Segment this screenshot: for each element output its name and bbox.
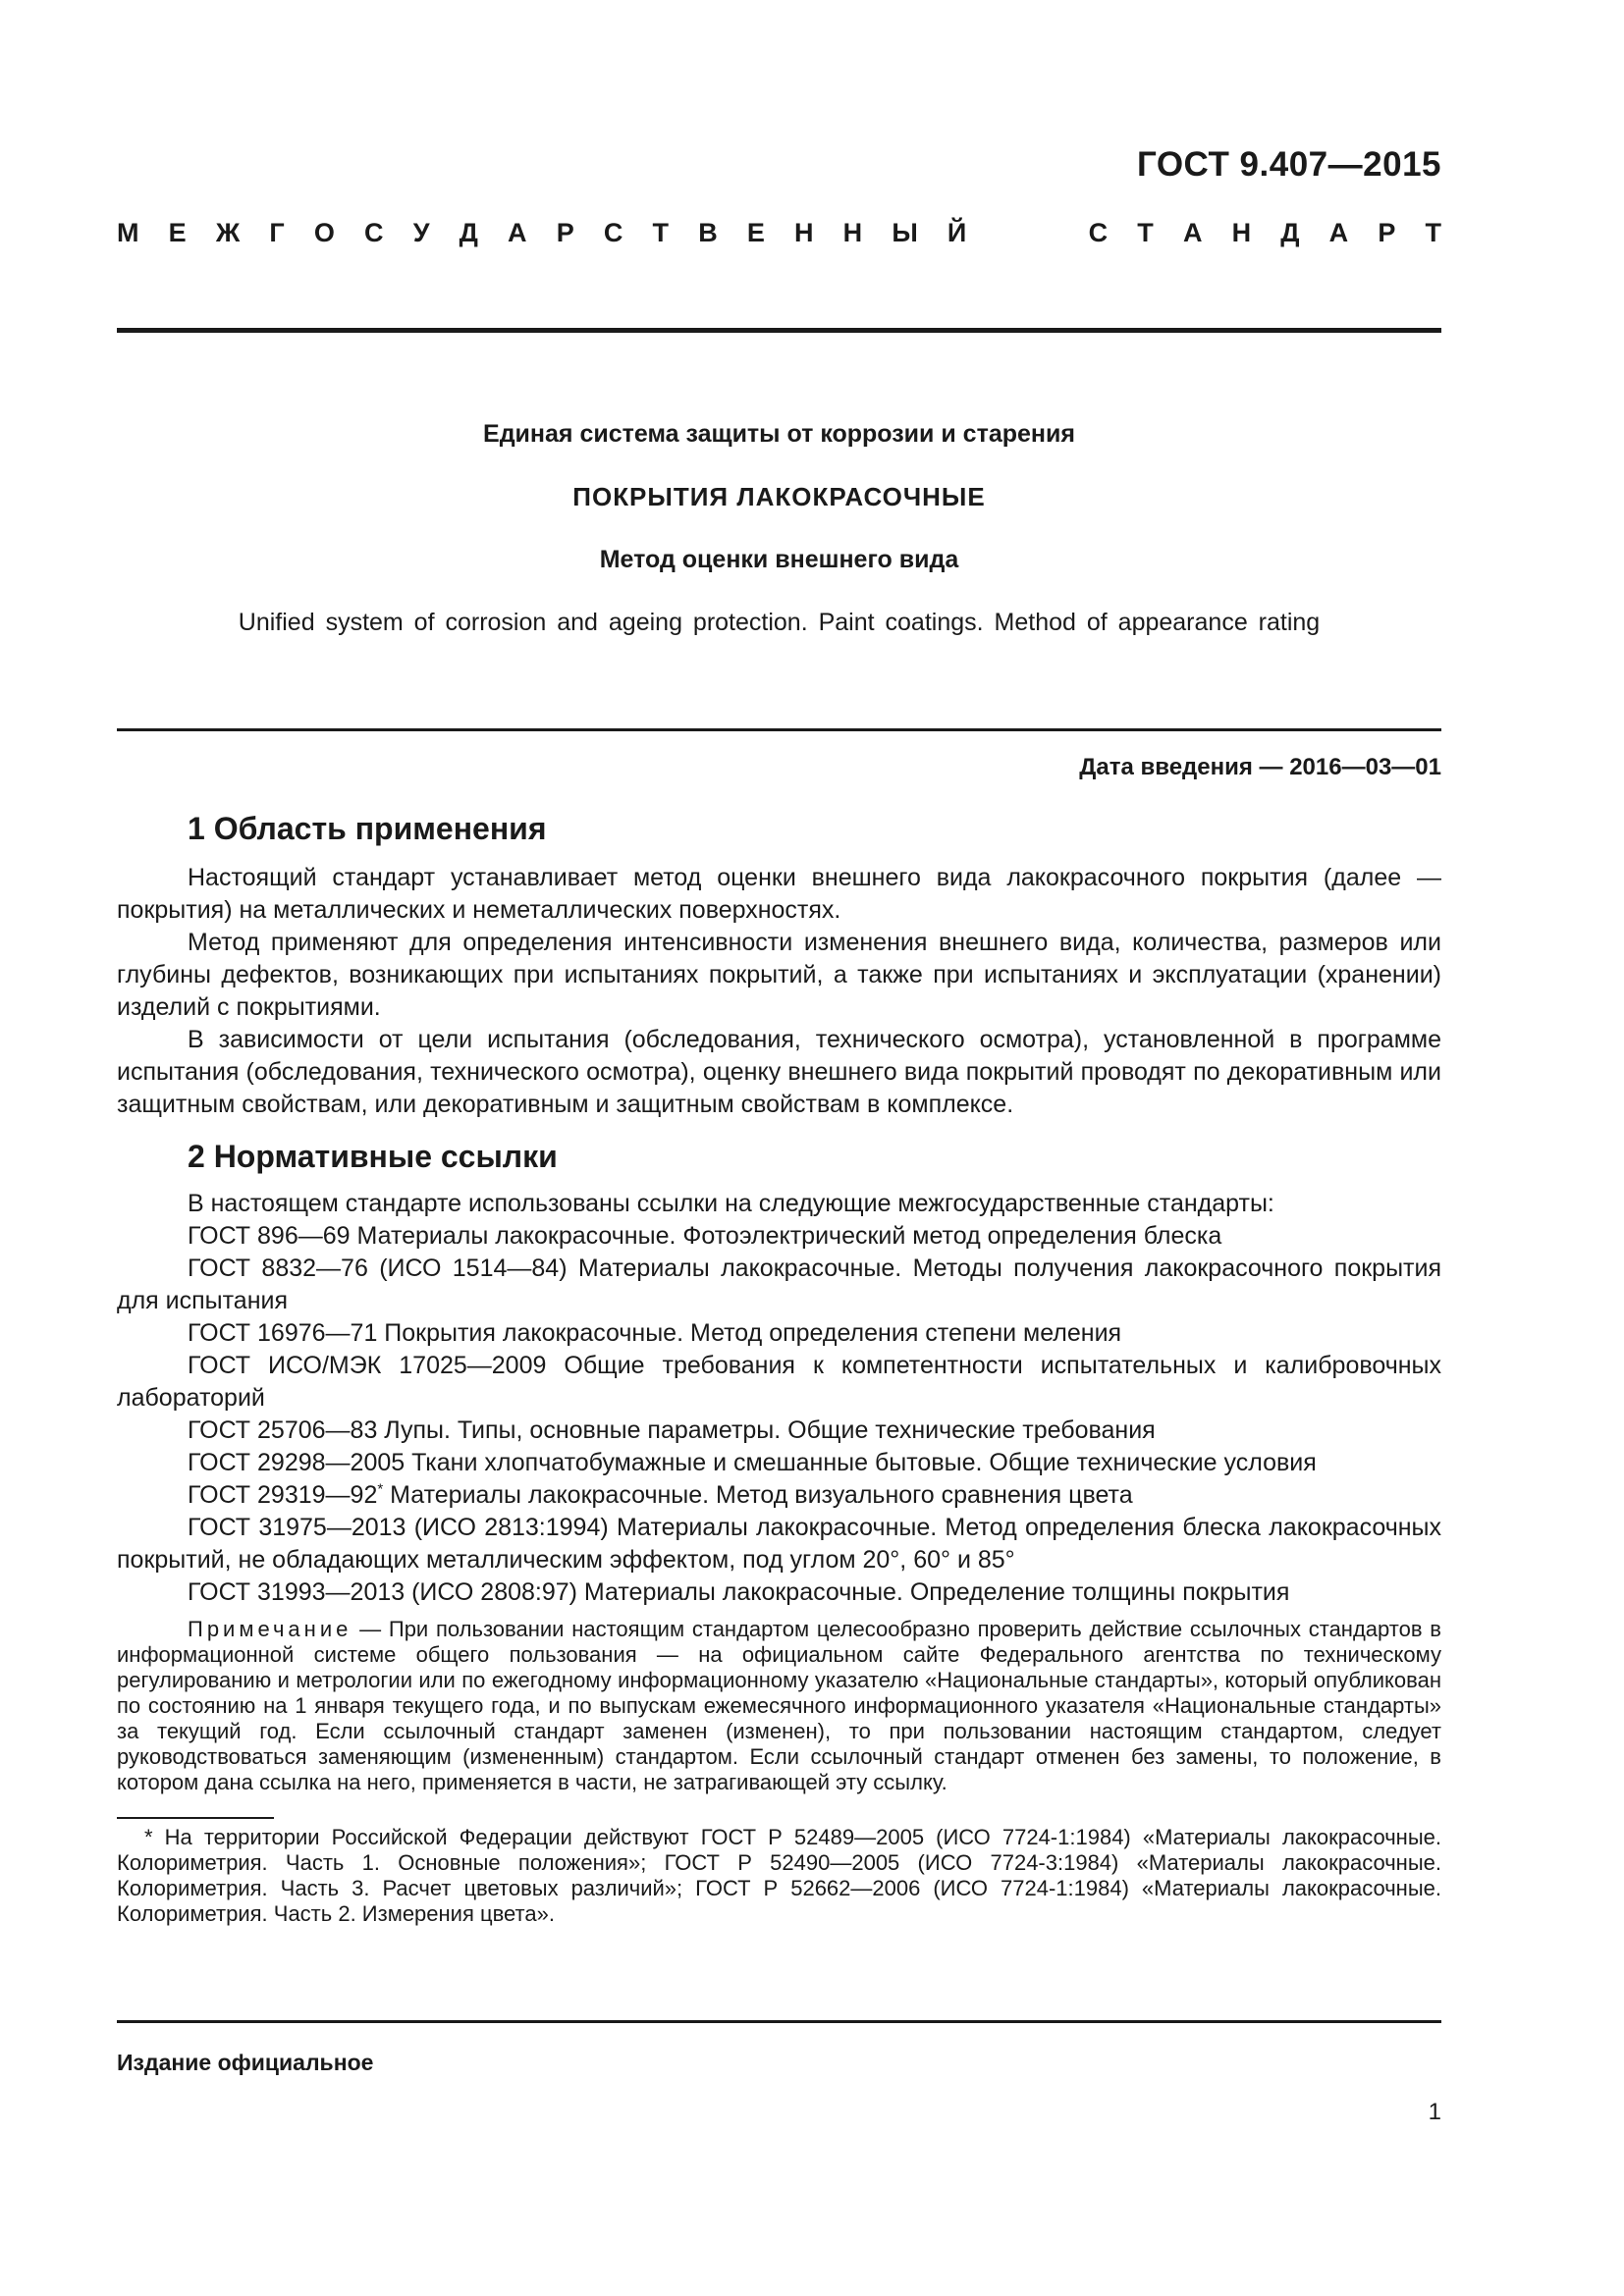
section-1-heading: 1 Область применения (188, 811, 547, 846)
reference-item: ГОСТ 29298—2005 Ткани хлопчатобумажные и смешанные бытовые. Общие технические условия (188, 1449, 1317, 1476)
reference-item: ГОСТ ИСО/МЭК 17025—2009 Общие требования к компетентности испытательных и калибровочных лабораторий (117, 1352, 1441, 1412)
banner-letter: Г (269, 218, 285, 247)
reference-item: ГОСТ 31993—2013 (ИСО 2808:97) Материалы лакокрасочные. Определение толщины покрытия (188, 1578, 1290, 1606)
references-list (117, 1188, 1441, 1609)
banner-letter: С (1088, 218, 1109, 247)
banner-letter: Т (1425, 218, 1441, 247)
footnote: * На территории Российской Федерации действуют ГОСТ Р 52489—2005 (ИСО 7724-1:1984) «Материалы лакокрасочные. Колориметрия. Часть 1. Основные положения»; ГОСТ Р 52490—2005 (ИСО 7724-3:1984) «Материалы лакокрасочные. Колориметрия. Часть 3. Расчет цветовых различий»; ГОСТ Р 52662—2006 (ИСО 7724-1:1984) «Материалы лакокрасочные. Колориметрия. Часть 2. Измерения цвета». (117, 1825, 1441, 1926)
reference-code: ГОСТ 29319—92 (188, 1481, 378, 1509)
banner-letter: А (1328, 218, 1349, 247)
introduction-date: Дата введения — 2016—03—01 (1079, 754, 1441, 780)
section-1-body (117, 862, 1441, 1121)
reference-title: Материалы лакокрасочные. Метод визуального сравнения цвета (383, 1481, 1133, 1509)
banner-letter: О (313, 218, 335, 247)
title-divider (117, 728, 1441, 731)
banner-letter: Д (459, 218, 478, 247)
reference-item: ГОСТ 16976—71 Покрытия лакокрасочные. Метод определения степени меления (188, 1319, 1122, 1347)
banner-letter: Е (168, 218, 187, 247)
note-text: — При пользовании настоящим стандартом целесообразно проверить действие ссылочных стандартов в информационной системе общего пользования — на официальном сайте Федерального агентства по техническому регулированию и метрологии или по ежегодному информационному указателю «Национальные стандарты», который опубликован по состоянию на 1 января текущего года, и по выпускам ежемесячного информационного указателя «Национальные стандарты» за текущий год. Если ссылочный стандарт заменен (изменен), то при пользовании настоящим стандартом, следует руководствоваться заменяющим (измененным) стандартом. Если ссылочный стандарт отменен без замены, то положение, в котором дана ссылка на него, применяется в части, не затрагивающей эту ссылку. (117, 1617, 1441, 1794)
paragraph: Метод применяют для определения интенсивности изменения внешнего вида, количества, размеров или глубины дефектов, возникающих при испытаниях покрытий, а также при испытаниях и эксплуатации (хранении) изделий с покрытиями. (117, 929, 1441, 1021)
reference-item: ГОСТ 8832—76 (ИСО 1514—84) Материалы лакокрасочные. Методы получения лакокрасочного покрытия для испытания (117, 1255, 1441, 1314)
standard-type-banner (117, 218, 1441, 248)
banner-letter: Й (947, 218, 967, 247)
document-code: ГОСТ 9.407—2015 (1136, 145, 1441, 184)
banner-letter: М (117, 218, 139, 247)
footer-divider (117, 2020, 1441, 2023)
reference-item: ГОСТ 896—69 Материалы лакокрасочные. Фотоэлектрический метод определения блеска (188, 1222, 1222, 1250)
references-intro: В настоящем стандарте использованы ссылки на следующие межгосударственные стандарты: (188, 1190, 1274, 1217)
banner-letter: Е (746, 218, 765, 247)
official-edition-label: Издание официальное (117, 2050, 374, 2075)
section-2-heading: 2 Нормативные ссылки (188, 1139, 558, 1174)
reference-item-with-footnote (117, 1479, 1441, 1512)
banner-letter: С (603, 218, 623, 247)
banner-letter: А (508, 218, 527, 247)
note (117, 1617, 1441, 1795)
method-title: Метод оценки внешнего вида (599, 546, 959, 573)
banner-letter: Ж (215, 218, 241, 247)
main-title: ПОКРЫТИЯ ЛАКОКРАСОЧНЫЕ (572, 482, 986, 511)
document-page (117, 0, 1441, 2296)
banner-letter: Т (652, 218, 670, 247)
banner-letter: А (1182, 218, 1203, 247)
banner-letter: Д (1280, 218, 1300, 247)
banner-letter: В (698, 218, 718, 247)
document-body (117, 807, 1441, 1949)
reference-item: ГОСТ 25706—83 Лупы. Типы, основные параметры. Общие технические требования (188, 1416, 1156, 1444)
banner-letter: У (412, 218, 430, 247)
banner-letter: Н (842, 218, 863, 247)
english-title: Unified system of corrosion and ageing protection. Paint coatings. Method of appearance rating (238, 609, 1321, 636)
header-divider (117, 328, 1441, 333)
banner-letter: Н (794, 218, 814, 247)
note-label: Примечание (188, 1617, 352, 1641)
banner-letter: Р (1378, 218, 1396, 247)
reference-item: ГОСТ 31975—2013 (ИСО 2813:1994) Материалы лакокрасочные. Метод определения блеска лакокрасочных покрытий, не обладающих металлическим эффектом, под углом 20°, 60° и 85° (117, 1514, 1441, 1574)
banner-letter: Н (1231, 218, 1252, 247)
footnote-marker: * (377, 1480, 384, 1498)
banner-letter: С (364, 218, 384, 247)
footnote-separator (117, 1817, 274, 1819)
banner-letter: Р (556, 218, 574, 247)
system-title: Единая система защиты от коррозии и старения (483, 420, 1075, 448)
banner-letter: Ы (892, 218, 918, 247)
page-number: 1 (1428, 2099, 1441, 2125)
paragraph: В зависимости от цели испытания (обследования, технического осмотра), установленной в программе испытания (обследования, технического осмотра), оценку внешнего вида покрытий проводят по декоративным или защитным свойствам, или декоративным и защитным свойствам в комплексе. (117, 1026, 1441, 1118)
paragraph: Настоящий стандарт устанавливает метод оценки внешнего вида лакокрасочного покрытия (далее — покрытия) на металлических и неметаллических поверхностях. (117, 864, 1441, 924)
title-block (117, 416, 1441, 641)
banner-letter: Т (1137, 218, 1154, 247)
